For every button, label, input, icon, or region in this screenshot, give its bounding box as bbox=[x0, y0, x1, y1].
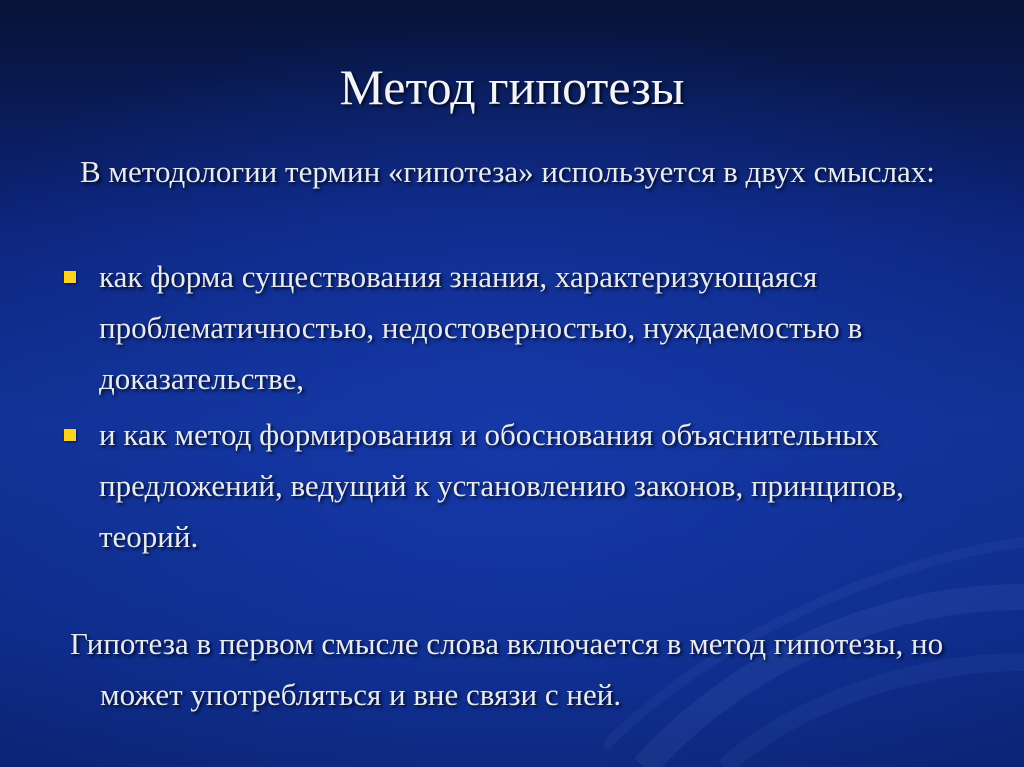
square-bullet-icon bbox=[64, 271, 76, 283]
bullet-text: как форма существования знания, характеризующаяся проблематичностью, недостоверностью, нуждаемостью в доказательстве, bbox=[99, 259, 863, 396]
list-item bbox=[60, 251, 970, 404]
closing-paragraph: Гипотеза в первом смысле слова включается в метод гипотезы, но может употребляться и вне связи с ней. bbox=[70, 626, 944, 712]
slide-title: Метод гипотезы bbox=[339, 59, 685, 115]
bullet-list bbox=[60, 251, 970, 567]
bullet-text: и как метод формирования и обоснования объяснительных предложений, ведущий к установлению законов, принципов, теорий. bbox=[99, 417, 904, 554]
intro-paragraph: В методологии термин «гипотеза» используется в двух смыслах: bbox=[80, 154, 935, 189]
list-item bbox=[60, 409, 970, 562]
square-bullet-icon bbox=[64, 429, 76, 441]
